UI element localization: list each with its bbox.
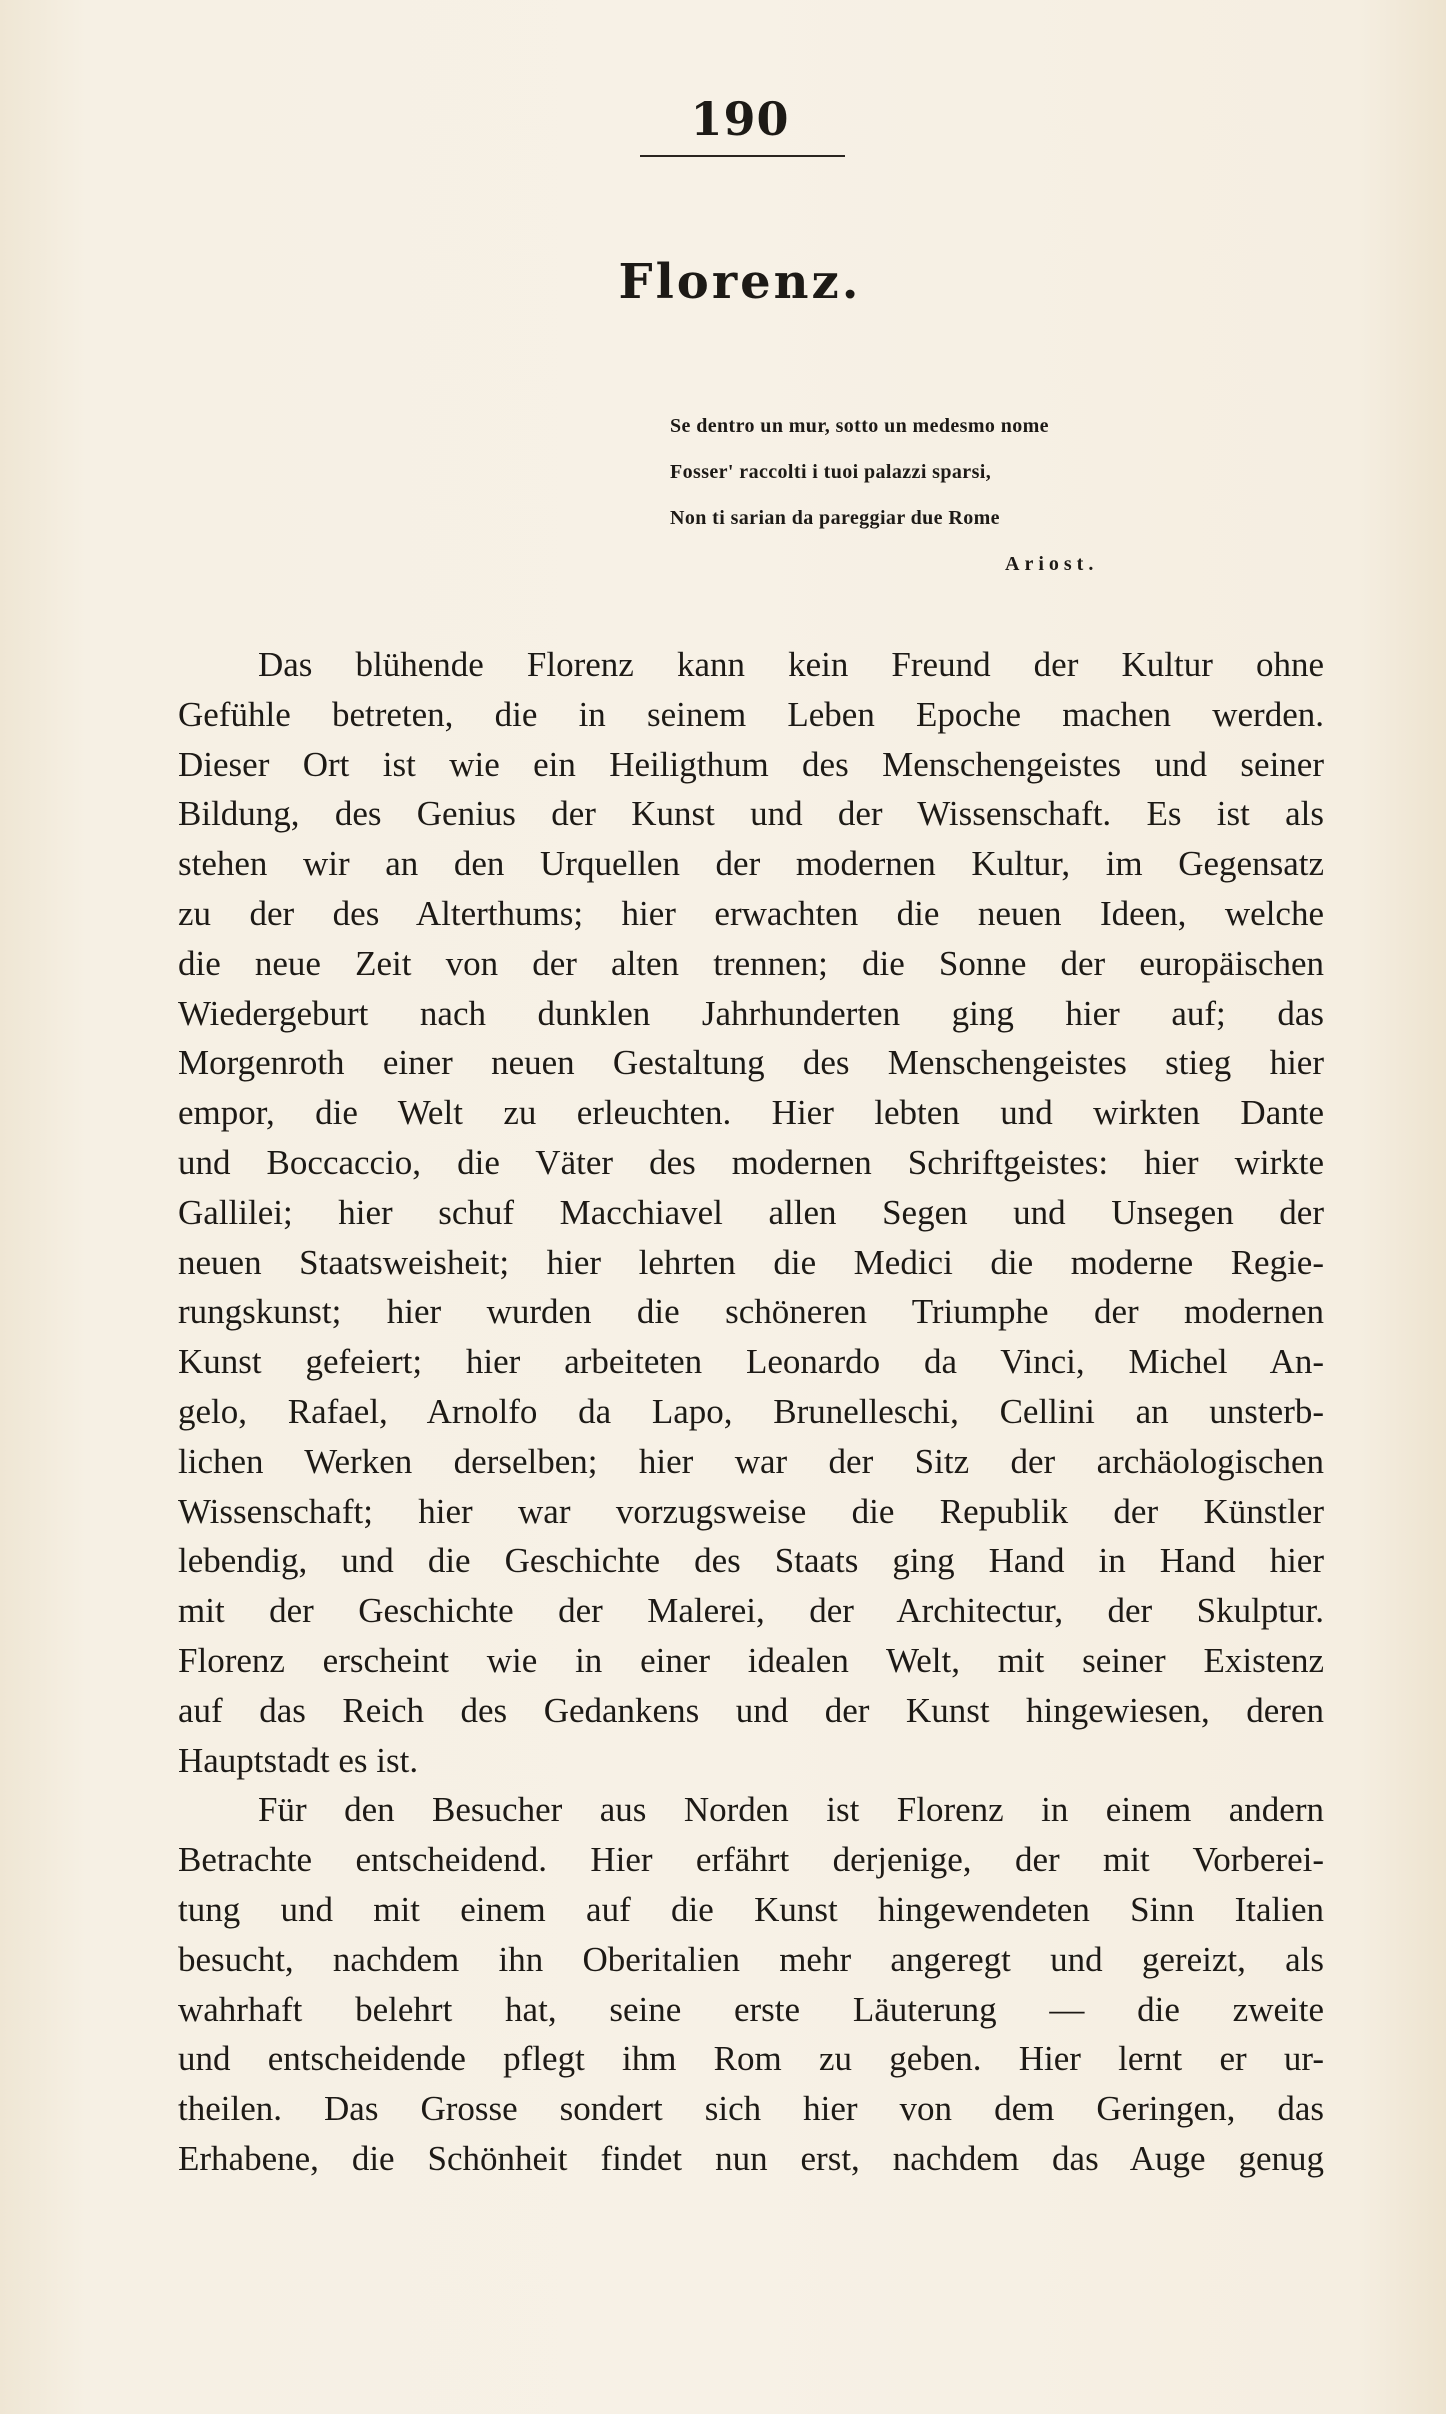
text-line: und entscheidende pflegt ihm Rom zu geben. Hier lernt er ur-: [178, 2039, 1324, 2079]
text-line: empor, die Welt zu erleuchten. Hier lebten und wirkten Dante: [178, 1093, 1324, 1133]
text-line: Gefühle betreten, die in seinem Leben Epoche machen werden.: [178, 694, 1324, 734]
text-line: Betrachte entscheidend. Hier erfährt derjenige, der mit Vorberei-: [178, 1840, 1324, 1880]
text-line: zu der des Alterthums; hier erwachten die neuen Ideen, welche: [178, 893, 1324, 933]
text-line: Wiedergeburt nach dunklen Jahrhunderten ging hier auf; das: [178, 993, 1324, 1033]
text-line: lichen Werken derselben; hier war der Sitz der archäologischen: [178, 1441, 1324, 1481]
text-line: Dieser Ort ist wie ein Heiligthum des Menschengeistes und seiner: [178, 744, 1324, 784]
chapter-title: Florenz.: [618, 254, 862, 310]
text-line: Florenz erscheint wie in einer idealen Welt, mit seiner Existenz: [178, 1640, 1324, 1680]
text-line: gelo, Rafael, Arnolfo da Lapo, Brunelleschi, Cellini an unsterb-: [178, 1391, 1324, 1431]
text-line: Morgenroth einer neuen Gestaltung des Menschengeistes stieg hier: [178, 1043, 1324, 1083]
text-line: Erhabene, die Schönheit findet nun erst, nachdem das Auge genug: [178, 2138, 1324, 2178]
text-line: mit der Geschichte der Malerei, der Architectur, der Skulptur.: [178, 1591, 1324, 1631]
text-line: rungskunst; hier wurden die schöneren Triumphe der modernen: [178, 1292, 1324, 1332]
epigraph-line: Fosser' raccolti i tuoi palazzi sparsi,: [670, 461, 992, 483]
text-line: Für den Besucher aus Norden ist Florenz in einem andern: [258, 1790, 1324, 1830]
epigraph-author: Ariost.: [1005, 553, 1099, 575]
text-line: und Boccaccio, die Väter des modernen Schriftgeistes: hier wirkte: [178, 1142, 1324, 1182]
text-line: auf das Reich des Gedankens und der Kunst hingewiesen, deren: [178, 1690, 1324, 1730]
text-line: Gallilei; hier schuf Macchiavel allen Segen und Unsegen der: [178, 1192, 1324, 1232]
page-number: 190: [690, 92, 790, 146]
text-line: Wissenschaft; hier war vorzugsweise die Republik der Künstler: [178, 1491, 1324, 1531]
paragraph-1: [178, 640, 1324, 1785]
text-line: wahrhaft belehrt hat, seine erste Läuterung — die zweite: [178, 1989, 1324, 2029]
text-line: Hauptstadt es ist.: [178, 1740, 419, 1780]
text-line: neuen Staatsweisheit; hier lehrten die Medici die moderne Regie-: [178, 1242, 1324, 1282]
paragraph-2: [178, 1785, 1324, 2183]
epigraph-line: Se dentro un mur, sotto un medesmo nome: [670, 415, 1049, 437]
text-line: Kunst gefeiert; hier arbeiteten Leonardo da Vinci, Michel An-: [178, 1342, 1324, 1382]
header-rule: [640, 155, 845, 157]
epigraph-line: Non ti sarian da pareggiar due Rome: [670, 507, 1000, 529]
epigraph: [670, 403, 1270, 587]
text-line: die neue Zeit von der alten trennen; die Sonne der europäischen: [178, 943, 1324, 983]
text-line: lebendig, und die Geschichte des Staats ging Hand in Hand hier: [178, 1541, 1324, 1581]
text-line: besucht, nachdem ihn Oberitalien mehr angeregt und gereizt, als: [178, 1939, 1324, 1979]
body-text: [178, 640, 1324, 2184]
text-line: Bildung, des Genius der Kunst und der Wissenschaft. Es ist als: [178, 794, 1324, 834]
text-line: theilen. Das Grosse sondert sich hier von dem Geringen, das: [178, 2089, 1324, 2129]
text-line: stehen wir an den Urquellen der modernen Kultur, im Gegensatz: [178, 844, 1324, 884]
text-line: Das blühende Florenz kann kein Freund der Kultur ohne: [258, 645, 1324, 684]
text-line: tung und mit einem auf die Kunst hingewendeten Sinn Italien: [178, 1889, 1324, 1929]
